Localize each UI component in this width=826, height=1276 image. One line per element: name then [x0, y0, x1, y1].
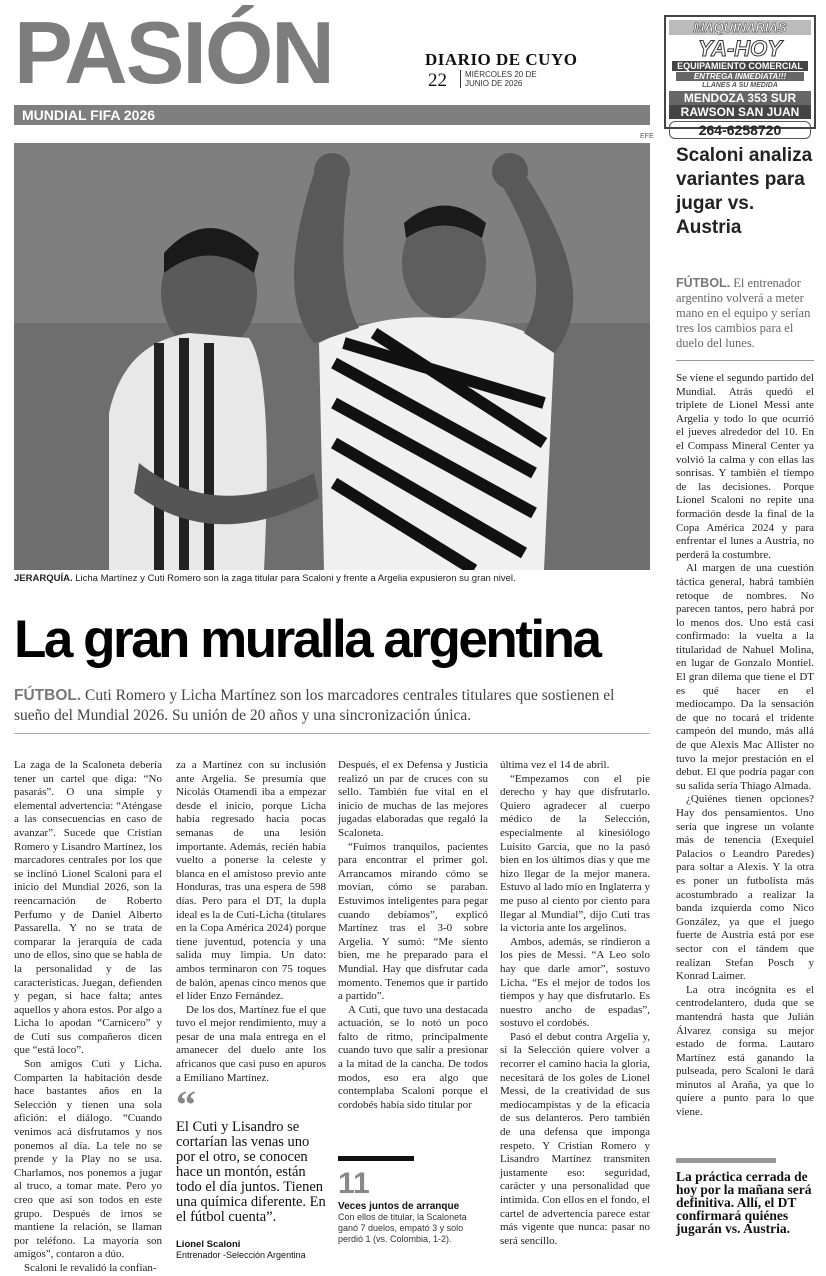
ad-line: LLANES A SU MEDIDA — [702, 82, 778, 89]
sidebar-bar — [676, 1158, 776, 1163]
stat-label: Veces juntos de arranque — [338, 1201, 460, 1212]
issue-number: 22 — [428, 70, 447, 91]
paragraph: Scaloni le revalidó la confian- — [24, 1261, 157, 1274]
sidebar-headline: Scaloni analiza variantes para jugar vs. Austria — [676, 145, 813, 238]
stat-box — [338, 1156, 488, 1245]
ad-brand: YA-HOY — [698, 36, 782, 61]
article-lead: FÚTBOL. Cuti Romero y Licha Martínez son los marcadores centrales titulares que sostienen el sueño del Mundial 2026. Su unión de 20 años y una sincronización única. — [14, 687, 615, 724]
paragraph: A Cuti, que tuvo una destacada actuación, se lo notó un poco falto de ritmo, principalmente cuando tuvo que salir a presionar a la mitad de la cancha. De todos modos, eso era algo que contemplaba Scaloni porque el cordobés había sido titular por — [338, 1003, 488, 1111]
section-logo-text: PASIÓN — [14, 3, 333, 102]
ad-city: RAWSON SAN JUAN — [669, 105, 811, 119]
quote-icon: “ — [176, 1082, 196, 1127]
paragraph: De los dos, Martínez fue el que tuvo el mejor rendimiento, muy a pesar de una mala entrega en el amanecer del duelo ante los africanos que casi puso en apuros a Emiliano Martínez. — [176, 1003, 326, 1084]
section-logo — [14, 3, 414, 102]
paragraph: Ambos, además, se rindieron a los pies de Messi. “A Leo solo hay que darle amor”, sostuvo Licha. “Es el mejor de todos los tiempos y hay que disfrutarlo. Es nuestro ancho de espadas”, sostuvo el cordobés. — [500, 935, 650, 1030]
ad-phone: 264-6258720 — [669, 121, 811, 139]
quote-text: El Cuti y Lisandro se cortarían las venas uno por el otro, se conocen hace un montón, están todo el día juntos. Tienen una química diferente. En el fútbol cuenta”. — [176, 1119, 326, 1225]
sidebar-kicker: FÚTBOL. — [676, 276, 731, 290]
advertisement[interactable] — [664, 15, 816, 138]
lead-kicker: FÚTBOL. — [14, 687, 82, 704]
pull-quote — [176, 1082, 326, 1260]
ad-line: MAQUINARIAS — [669, 20, 811, 35]
divider — [676, 360, 814, 361]
ad-line: EQUIPAMIENTO COMERCIAL — [672, 61, 808, 71]
paragraph: ¿Quiénes tienen opciones? Hay dos pensamientos. Uno sería que ingrese un volante más de tenencia (Exequiel Palacios o Leandro Paredes) para soltar a Alexis. Y la otra es poner un futbolista más acostumbrado a realizar la banda izquierda como Nico González, ya que el juego fuerte de Austria está por ese sector con el tándem que realizan Stefan Posch y Konrad Laimer. — [676, 793, 814, 983]
photo-credit: EFE — [640, 133, 654, 140]
divider — [14, 733, 650, 734]
paragraph: Se viene el segundo partido del Mundial. Atrás quedó el triplete de Lionel Messi ante Argelia y todo lo que ocurrió el jueves alrededor del 10. En el Compass Mineral Center ya volvió la calma y con ellas las sonrisas. Y también el tiempo de las decisiones. Porque Lionel Scaloni no repite una formación desde la final de la Copa América 2024 y para enfrentar el lunes a Austria, no perderá la costumbre. — [676, 372, 814, 561]
paragraph: Después, el ex Defensa y Justicia realizó un par de cruces con su sello. También fue vital en el inicio de muchas de las mejores jugadas elaboradas que regaló la Scaloneta. — [338, 759, 488, 839]
quote-author: Lionel Scaloni — [176, 1239, 241, 1250]
paragraph: Al margen de una cuestión táctica general, habrá también retoque de nombres. No parecen tantos, pero habrá por lo menos dos. Uno está casi confirmado: la vuelta a la titularidad de Nahuel Molina, en lugar de Gonzalo Montiel. El gran dilema que tiene el DT es qué hacer en el mediocampo. Da la sensación de que no tocará el tridente campeón del mundo, más allá de que Alexis Mac Allister no tuvo la mejor prestación en el debut. El que podría pagar con su salida sería Thiago Almada. — [676, 562, 814, 792]
paragraph: La otra incógnita es el centrodelantero, duda que se mantendrá hasta que Julián Álvarez consiga su mejor estado de forma. Lautaro Martínez está ganando la pulseada, pero Scaloni le dará minutos al Araña, ya que lo quiere a punto para lo que viene. — [676, 983, 814, 1119]
article-column-3 — [338, 759, 488, 1112]
article-column-1 — [14, 759, 162, 1276]
paragraph: Pasó el debut contra Argelia y, si la Selección quiere volver a recorrer el camino hacia la gloria, necesitará de los goles de Lionel Messi, de la creatividad de sus mediocampistas y de la eficacia de sus delanteros. Pero también de una defensa que imponga respeto. Y Cristian Romero y Lisandro Martínez transmiten justamente eso: seguridad, carácter y una personalidad que intimida. Con ellos en el fondo, el cartel de advertencia parece estar más vigente que nunca: pasar no será sencillo. — [500, 1030, 650, 1247]
paragraph: Son amigos Cuti y Licha. Comparten la habitación desde hace bastantes años en la Selección y tienen una sola afición: el diálogo. “Cuando venimos acá disfrutamos y nos ponemos al día. La tele no se prende y la Play no se usa. Charlamos, nos ponemos a jugar al truco, a tomar mate. Pero yo creo que así son todos en este grupo. Después de irnos se mantiene la relación, se llaman por teléfono. La mayoría son amigos”, contaron a dúo. — [14, 1058, 162, 1261]
issue-date: MIÉRCOLES 20 DE JUNIO DE 2026 — [460, 70, 537, 88]
caption-kicker: JERARQUÍA. — [14, 573, 73, 584]
ad-address: MENDOZA 353 SUR — [669, 91, 811, 105]
paragraph: “Empezamos con el pie derecho y hay que disfrutarlo. Quiero agradecer al cuerpo médico de la Selección, especialmente al kinesiólogo Luisito García, que no la pasó bien en los últimos días y que me hizo llegar de la mejor manera. Estuvo al lado mío en Inglaterra y me puso al ciento por ciento para llegar al Mundial”, dijo Cuti tras la victoria ante los argelinos. — [500, 772, 650, 935]
newspaper-name: DIARIO DE CUYO — [425, 50, 578, 69]
sidebar-lead: FÚTBOL. El entrenador argentino volverá a meter mano en el equipo y serían tres los cambios para el duelo del lunes. — [676, 276, 811, 350]
paragraph: La zaga de la Scaloneta debería tener un cartel que diga: “No pasarás”. O una simple y elemental advertencia: “Aténgase a las consecuencias en caso de avanzar”. Sucede que Cristian Romero y Lisandro Martínez, los marcadores centrales por los que se inclinó Lionel Scaloni para el inicio del Mundial 2026, son la reencarnación de Roberto Perfumo y de Daniel Alberto Passarella. Y no se trata de comparar la jerarquía de cada uno de ellos, sino que se habla de la personalidad y de las características. Juegan, defienden y pegan, si hace falta; antes aquellos y ahora estos. Por algo a Licha lo apodan “Carnicero” y de Cuti sus compañeros dicen que “está loco”. — [14, 759, 162, 1057]
sidebar-body — [676, 372, 814, 1120]
paragraph: za a Martínez con su inclusión ante Argelia. Se presumía que Nicolás Otamendi iba a empezar desde el inicio, porque Licha había regresado hacia pocas semanas de una lesión importante. Además, recién había vuelto a ponerse la celeste y blanca en el amistoso previo ante Honduras, tras una espera de 598 días. Pero para el DT, la dupla ideal es la de Cuti-Licha (titulares en la Copa América 2024) porque tiene juventud, potencia y una salida muy limpia. Un dato: ambos terminaron con 75 toques de balón, apenas cinco menos que el líder Enzo Fernández. — [176, 759, 326, 1003]
paragraph: “Fuimos tranquilos, pacientes para encontrar el primer gol. Arrancamos mirando cómo se movían, cómo se paraban. Estuvimos inteligentes para pegar cuando debíamos”, explicó Martínez tras el 3-0 sobre Argelia. Y sumó: “Me siento bien, me he preparado para el Mundial. Hay que disfrutar cada momento. Tenemos que ir partido a partido”. — [338, 840, 488, 1003]
paragraph: última vez el 14 de abril. — [500, 759, 610, 771]
article-column-2 — [176, 759, 326, 1085]
photo-caption: JERARQUÍA. Licha Martínez y Cuti Romero son la zaga titular para Scaloni y frente a Argelia expusieron su gran nivel. — [14, 573, 516, 584]
section-bar: MUNDIAL FIFA 2026 — [14, 105, 650, 125]
article-column-4 — [500, 759, 650, 1248]
players-illustration — [14, 143, 650, 570]
stat-number: 11 — [338, 1167, 370, 1200]
main-photo — [14, 143, 650, 570]
article-headline: La gran muralla argentina — [14, 610, 600, 669]
stat-description: Con ellos de titular, la Scaloneta ganó 7 duelos, empató 3 y solo perdió 1 (vs. Colombia, 1-2). — [338, 1212, 467, 1244]
stat-bar — [338, 1156, 414, 1161]
ad-line: ENTREGA INMEDIATA!!! — [676, 72, 804, 81]
quote-role: Entrenador -Selección Argentina — [176, 1250, 306, 1260]
sidebar-footer: La práctica cerrada de hoy por la mañana será definitiva. Allí, el DT confirmará quiénes jugarán vs. Austria. — [676, 1169, 812, 1236]
